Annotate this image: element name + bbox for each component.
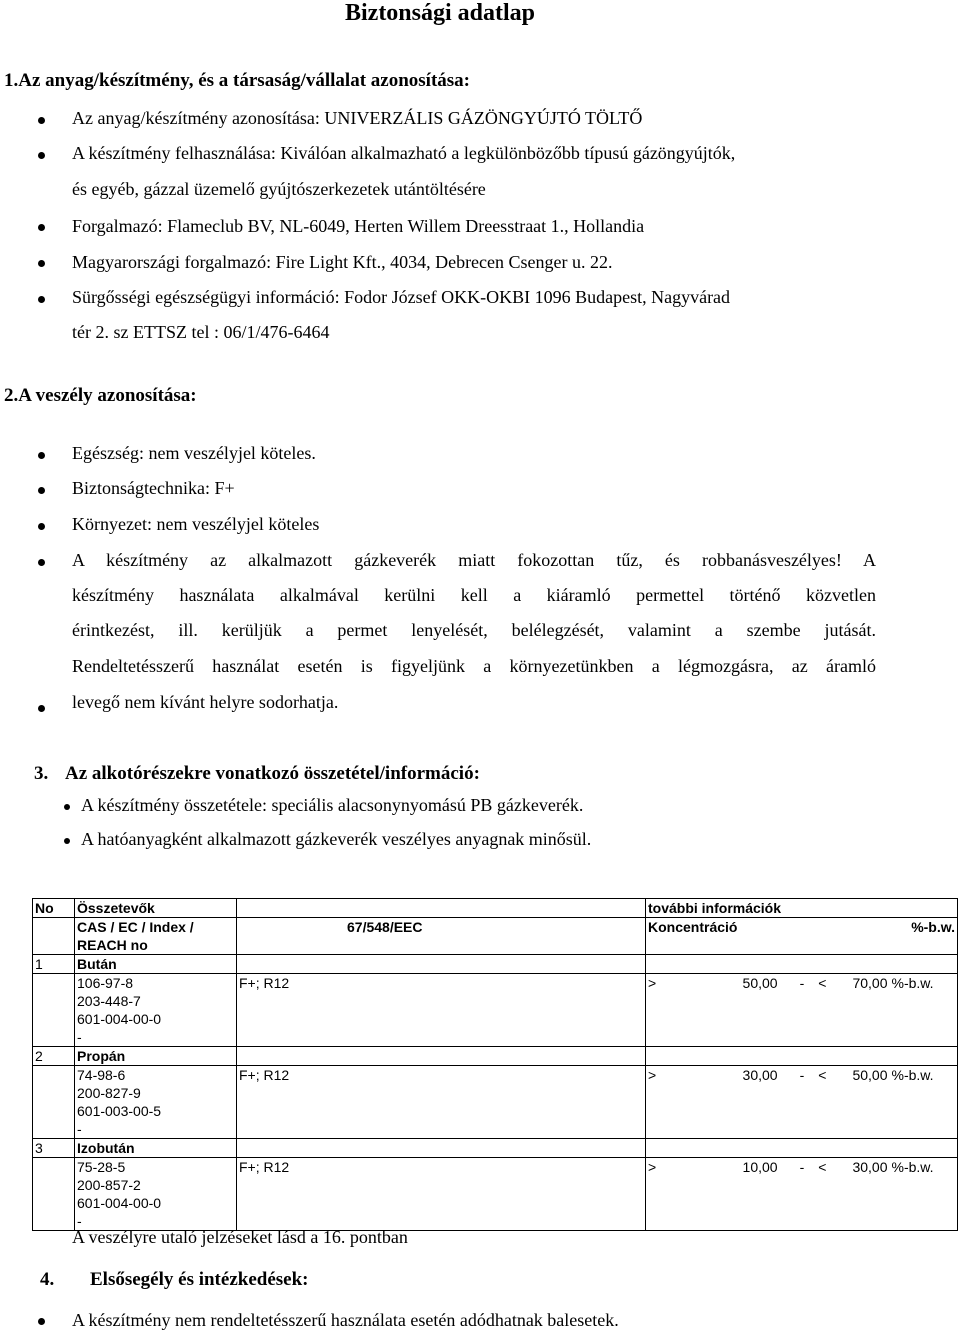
list-item-continuation: tér 2. sz ETTSZ tel : 06/1/476-6464 <box>72 322 330 342</box>
high-value: 70,00 <box>852 975 888 991</box>
header-concentration: Koncentráció <box>646 918 890 955</box>
low-value: 30,00 <box>742 1067 778 1083</box>
row-empty <box>237 1047 646 1066</box>
list-item: Környezet: nem veszélyjel köteles <box>72 514 320 534</box>
list-item: A készítmény felhasználása: Kiválóan alkalmazható a legkülönbözőbb típusú gázöngyújtók, <box>72 143 736 163</box>
row-ids <box>75 974 237 1047</box>
row-unit: %-b.w. <box>890 1158 958 1231</box>
table-subheader-row <box>33 918 958 955</box>
index-number: 601-004-00-0 <box>77 1195 162 1211</box>
range-dash: - <box>799 975 805 991</box>
cas-number: 106-97-8 <box>77 975 134 991</box>
bullet-icon <box>38 224 45 231</box>
cas-number: 74-98-6 <box>77 1067 126 1083</box>
lt-sign: < <box>818 975 827 991</box>
table-row <box>33 955 958 974</box>
list-item: A készítmény az alkalmazott gázkeverék miatt fokozottan tűz, és robbanásveszélyes! A <box>72 550 876 570</box>
row-concentration <box>646 1066 890 1139</box>
index-number: 601-003-00-5 <box>77 1103 162 1119</box>
bullet-icon <box>38 296 45 303</box>
section-4-heading: Elsősegély és intézkedések: <box>90 1269 309 1290</box>
header-more-info: további információk <box>646 899 958 918</box>
row-name: Izobután <box>75 1139 237 1158</box>
row-no: 1 <box>33 955 75 974</box>
row-unit: %-b.w. <box>890 1066 958 1139</box>
gt-sign: > <box>648 1067 657 1083</box>
section-3-heading: Az alkotórészekre vonatkozó összetétel/információ: <box>65 763 480 784</box>
section-4-number: 4. <box>40 1269 55 1290</box>
row-name: Bután <box>75 955 237 974</box>
index-number: 601-004-00-0 <box>77 1011 162 1027</box>
header-unit: %-b.w. <box>890 918 958 955</box>
list-item: Az anyag/készítmény azonosítása: UNIVERZÁLIS GÁZÖNGYÚJTÓ TÖLTŐ <box>72 108 643 128</box>
section-3-number: 3. <box>34 763 49 784</box>
row-name: Propán <box>75 1047 237 1066</box>
bullet-icon <box>38 487 45 494</box>
header-eec-label: 67/548/EEC <box>347 919 423 935</box>
lt-sign: < <box>818 1067 827 1083</box>
bullet-icon <box>38 117 45 124</box>
subheader-cas <box>75 918 237 955</box>
row-empty <box>646 1047 958 1066</box>
row-unit: %-b.w. <box>890 974 958 1047</box>
bullet-icon <box>38 152 45 159</box>
lt-sign: < <box>818 1159 827 1175</box>
bullet-icon <box>38 705 45 712</box>
header-cas: CAS / EC / Index / <box>77 919 194 935</box>
list-item: Magyarországi forgalmazó: Fire Light Kft., 4034, Debrecen Csenger u. 22. <box>72 252 613 272</box>
row-empty <box>646 955 958 974</box>
list-item: Sürgősségi egészségügyi információ: Fodor József OKK-OKBI 1096 Budapest, Nagyvárad <box>72 287 731 307</box>
reach-number: - <box>77 1213 82 1229</box>
bullet-icon <box>38 1318 45 1325</box>
composition-table <box>32 898 958 1231</box>
list-item: A hatóanyagként alkalmazott gázkeverék veszélyes anyagnak minősül. <box>81 829 592 849</box>
section-2-heading: 2.A veszély azonosítása: <box>4 385 197 406</box>
range-dash: - <box>799 1159 805 1175</box>
high-value: 50,00 <box>852 1067 888 1083</box>
bullet-icon <box>38 452 45 459</box>
bullet-icon <box>64 838 70 844</box>
row-concentration <box>646 1158 890 1231</box>
reach-number: - <box>77 1029 82 1045</box>
list-item-continuation: érintkezést, ill. kerüljük a permet lenyelését, belélegzését, valamint a szembe jutását. <box>72 620 876 640</box>
header-no: No <box>33 899 75 918</box>
list-item-continuation: készítmény használata alkalmával kerülni kell a kiáramló permettel történő közvetlen <box>72 585 876 605</box>
row-classification: F+; R12 <box>237 974 646 1047</box>
range-dash: - <box>799 1067 805 1083</box>
bullet-icon <box>64 804 70 810</box>
document-title: Biztonsági adatlap <box>344 0 536 26</box>
row-concentration <box>646 974 890 1047</box>
row-classification: F+; R12 <box>237 1158 646 1231</box>
row-empty <box>646 1139 958 1158</box>
gt-sign: > <box>648 975 657 991</box>
list-item: Biztonságtechnika: F+ <box>72 478 235 498</box>
low-value: 50,00 <box>742 975 778 991</box>
low-value: 10,00 <box>742 1159 778 1175</box>
table-header-row <box>33 899 958 918</box>
list-item-continuation: levegő nem kívánt helyre sodorhatja. <box>72 692 339 712</box>
table-note: A veszélyre utaló jelzéseket lásd a 16. pontban <box>72 1227 408 1247</box>
bullet-icon <box>38 260 45 267</box>
table-row <box>33 1047 958 1066</box>
row-empty <box>237 955 646 974</box>
header-components: Összetevők <box>75 899 237 918</box>
table-row <box>33 1158 958 1231</box>
list-item-continuation: Rendeltetésszerű használat esetén is figyeljünk a környezetünkben a légmozgásra, az áramló <box>72 656 876 676</box>
row-ids <box>75 1158 237 1231</box>
row-ids <box>75 1066 237 1139</box>
list-item: Forgalmazó: Flameclub BV, NL-6049, Herten Willem Dreesstraat 1., Hollandia <box>72 216 645 236</box>
header-eec <box>237 918 646 955</box>
cas-number: 75-28-5 <box>77 1159 126 1175</box>
ec-number: 203-448-7 <box>77 993 141 1009</box>
bullet-icon <box>38 523 45 530</box>
row-no: 3 <box>33 1139 75 1158</box>
ec-number: 200-857-2 <box>77 1177 141 1193</box>
row-no: 2 <box>33 1047 75 1066</box>
table-row <box>33 1139 958 1158</box>
row-empty <box>237 1139 646 1158</box>
high-value: 30,00 <box>852 1159 888 1175</box>
list-item: Egészség: nem veszélyjel köteles. <box>72 443 316 463</box>
row-empty <box>33 1066 75 1139</box>
row-empty <box>33 974 75 1047</box>
header-empty <box>237 899 646 918</box>
header-reach: REACH no <box>77 937 148 953</box>
subheader-empty <box>33 918 75 955</box>
row-classification: F+; R12 <box>237 1066 646 1139</box>
table-row <box>33 1066 958 1139</box>
list-item: A készítmény nem rendeltetésszerű használata esetén adódhatnak balesetek. <box>72 1310 619 1330</box>
bullet-icon <box>38 559 45 566</box>
gt-sign: > <box>648 1159 657 1175</box>
reach-number: - <box>77 1121 82 1137</box>
row-empty <box>33 1158 75 1231</box>
table-row <box>33 974 958 1047</box>
list-item: A készítmény összetétele: speciális alacsonynyomású PB gázkeverék. <box>81 795 584 815</box>
section-1-heading: 1.Az anyag/készítmény, és a társaság/vállalat azonosítása: <box>4 70 471 91</box>
ec-number: 200-827-9 <box>77 1085 141 1101</box>
list-item-continuation: és egyéb, gázzal üzemelő gyújtószerkezetek utántöltésére <box>72 179 486 199</box>
